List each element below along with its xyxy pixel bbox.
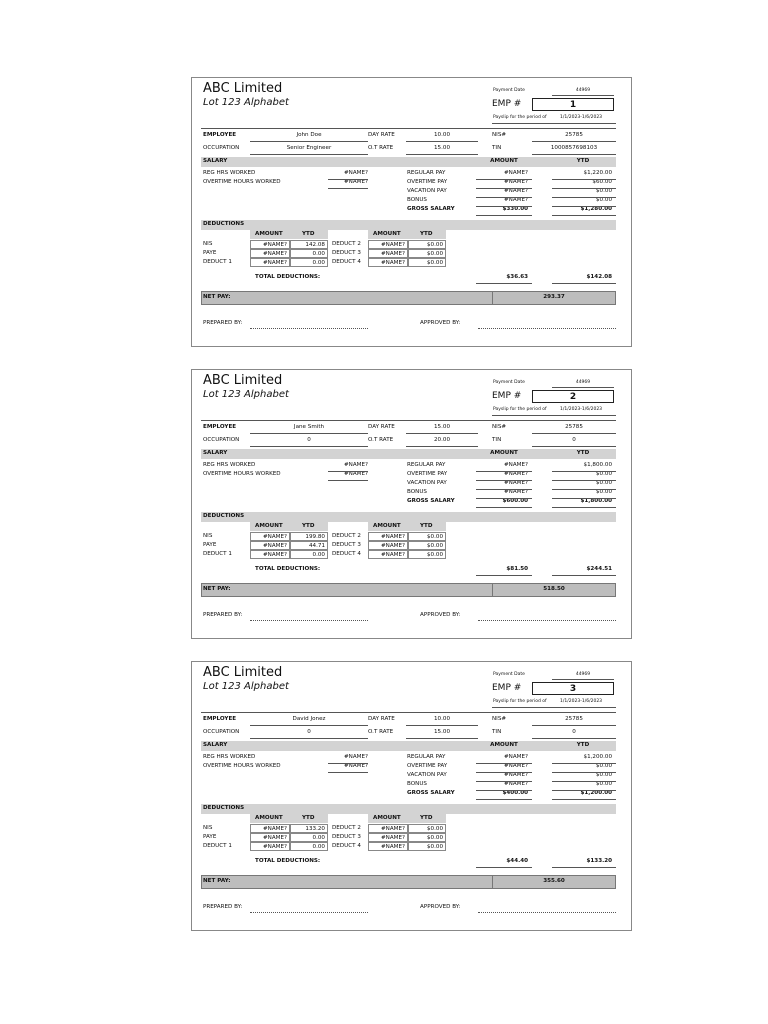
deduct1-ytd: 0.00 [290, 550, 328, 559]
occupation-value: 0 [307, 729, 311, 735]
tin-label: TIN [492, 437, 502, 443]
nis-deduction-label: NIS [203, 241, 213, 247]
prepared-by-label: PREPARED BY: [203, 612, 243, 618]
gross-salary-ytd: $1,800.00 [580, 498, 612, 504]
payment-date-value: 44969 [575, 88, 591, 93]
employee-label: EMPLOYEE [203, 424, 237, 430]
deductions-header: DEDUCTIONS [203, 805, 245, 811]
gross-salary-label: GROSS SALARY [407, 498, 455, 504]
ded-amount-header-2: AMOUNT [373, 231, 401, 237]
paye-deduction-amount: #NAME? [250, 833, 290, 842]
reg-hrs-label: REG HRS WORKED [203, 462, 256, 468]
deduct2-ytd: $0.00 [408, 240, 446, 249]
nis-number-label: NIS# [492, 132, 507, 138]
employee-name: John Doe [296, 132, 322, 138]
deduct4-ytd: $0.00 [408, 550, 446, 559]
total-deductions-amount: $44.40 [506, 858, 528, 864]
occupation-value: 0 [307, 437, 311, 443]
deduct1-ytd: 0.00 [290, 842, 328, 851]
ot-hrs-value: #NAME? [343, 179, 368, 185]
regular-pay-amount: #NAME? [503, 170, 528, 176]
nis-deduction-amount: #NAME? [250, 824, 290, 833]
deduct2-label: DEDUCT 2 [332, 241, 361, 247]
occupation-label: OCCUPATION [203, 437, 240, 443]
paye-deduction-label: PAYE [203, 542, 217, 548]
deduct2-ytd: $0.00 [408, 824, 446, 833]
ded-ytd-header-2: YTD [420, 815, 433, 821]
regular-pay-label: REGULAR PAY [407, 170, 446, 176]
salary-ytd-header: YTD [576, 742, 590, 748]
ot-rate-label: O.T RATE [368, 729, 394, 735]
vacation-pay-amount: #NAME? [503, 480, 528, 486]
payslip-period-value: 1/1/2023-1/6/2023 [560, 699, 603, 704]
day-rate-label: DAY RATE [368, 716, 395, 722]
nis-deduction-amount: #NAME? [250, 532, 290, 541]
approved-by-line [478, 619, 616, 621]
payslip-period-label: Payslip for the period of [493, 115, 547, 120]
ot-hrs-value: #NAME? [343, 471, 368, 477]
nis-deduction-ytd: 199.80 [290, 532, 328, 541]
vacation-pay-amount: #NAME? [503, 188, 528, 194]
nis-number-value: 25785 [565, 716, 583, 722]
day-rate-label: DAY RATE [368, 132, 395, 138]
prepared-by-line [250, 327, 368, 329]
deduct4-amount: #NAME? [368, 842, 408, 851]
deduct3-label: DEDUCT 3 [332, 542, 361, 548]
vacation-pay-ytd: $0.00 [595, 188, 612, 194]
deduct4-label: DEDUCT 4 [332, 843, 361, 849]
payslip-period-value: 1/1/2023-1/6/2023 [560, 115, 603, 120]
salary-amount-header: AMOUNT [490, 158, 518, 164]
net-pay-value: 293.37 [543, 294, 565, 300]
ded-amount-header-2: AMOUNT [373, 523, 401, 529]
deduct3-label: DEDUCT 3 [332, 834, 361, 840]
gross-salary-amount: $330.00 [502, 206, 528, 212]
total-deductions-label: TOTAL DEDUCTIONS: [255, 858, 321, 864]
overtime-pay-label: OVERTIME PAY [407, 763, 448, 769]
gross-salary-amount: $400.00 [502, 790, 528, 796]
paye-deduction-ytd: 0.00 [290, 249, 328, 258]
payment-date-label: Payment Date [493, 380, 525, 385]
bonus-amount: #NAME? [503, 489, 528, 495]
total-deductions-amount: $36.63 [506, 274, 528, 280]
ded-ytd-header-2: YTD [420, 231, 433, 237]
deduct2-amount: #NAME? [368, 240, 408, 249]
deduct4-ytd: $0.00 [408, 842, 446, 851]
overtime-pay-label: OVERTIME PAY [407, 179, 448, 185]
total-deductions-label: TOTAL DEDUCTIONS: [255, 566, 321, 572]
emp-number-label: EMP # [492, 99, 522, 109]
payslip-3 [191, 661, 632, 931]
deduct4-ytd: $0.00 [408, 258, 446, 267]
reg-hrs-value: #NAME? [343, 462, 368, 468]
bonus-ytd: $0.00 [595, 489, 612, 495]
payment-date-value: 44969 [575, 380, 591, 385]
salary-header: SALARY [203, 158, 228, 164]
nis-deduction-label: NIS [203, 533, 213, 539]
bonus-ytd: $0.00 [595, 781, 612, 787]
approved-by-line [478, 327, 616, 329]
nis-deduction-ytd: 142.08 [290, 240, 328, 249]
reg-hrs-value: #NAME? [343, 170, 368, 176]
emp-number-box: 2 [532, 390, 614, 403]
vacation-pay-amount: #NAME? [503, 772, 528, 778]
vacation-pay-ytd: $0.00 [595, 480, 612, 486]
payment-date-label: Payment Date [493, 88, 525, 93]
paye-deduction-amount: #NAME? [250, 541, 290, 550]
vacation-pay-ytd: $0.00 [595, 772, 612, 778]
ot-hrs-label: OVERTIME HOURS WORKED [203, 179, 281, 185]
regular-pay-ytd: $1,220.00 [583, 170, 612, 176]
regular-pay-label: REGULAR PAY [407, 754, 446, 760]
approved-by-label: APPROVED BY: [420, 612, 461, 618]
overtime-pay-amount: #NAME? [503, 763, 528, 769]
payment-date-label: Payment Date [493, 672, 525, 677]
approved-by-label: APPROVED BY: [420, 904, 461, 910]
nis-deduction-label: NIS [203, 825, 213, 831]
bonus-label: BONUS [407, 197, 427, 203]
total-deductions-ytd: $133.20 [586, 858, 612, 864]
total-deductions-ytd: $142.08 [586, 274, 612, 280]
deduct4-label: DEDUCT 4 [332, 551, 361, 557]
prepared-by-line [250, 619, 368, 621]
emp-number-box: 1 [532, 98, 614, 111]
paye-deduction-label: PAYE [203, 834, 217, 840]
ot-rate-label: O.T RATE [368, 437, 394, 443]
bonus-label: BONUS [407, 781, 427, 787]
net-pay-label: NET PAY: [203, 878, 231, 884]
regular-pay-ytd: $1,200.00 [583, 754, 612, 760]
deduct1-ytd: 0.00 [290, 258, 328, 267]
overtime-pay-amount: #NAME? [503, 471, 528, 477]
deduct2-amount: #NAME? [368, 824, 408, 833]
deduct4-amount: #NAME? [368, 258, 408, 267]
deduct1-label: DEDUCT 1 [203, 843, 232, 849]
bonus-amount: #NAME? [503, 781, 528, 787]
tin-value: 1000857698103 [550, 145, 598, 151]
deduct2-label: DEDUCT 2 [332, 533, 361, 539]
deduct3-ytd: $0.00 [408, 833, 446, 842]
day-rate-value: 10.00 [433, 716, 450, 722]
deduct3-ytd: $0.00 [408, 249, 446, 258]
payslip-period-label: Payslip for the period of [493, 407, 547, 412]
payslip-period-value: 1/1/2023-1/6/2023 [560, 407, 603, 412]
gross-salary-amount: $600.00 [502, 498, 528, 504]
day-rate-value: 15.00 [433, 424, 450, 430]
company-name: ABC Limited [203, 373, 283, 388]
reg-hrs-label: REG HRS WORKED [203, 170, 256, 176]
ded-amount-header: AMOUNT [255, 523, 283, 529]
total-deductions-amount: $81.50 [506, 566, 528, 572]
paye-deduction-ytd: 0.00 [290, 833, 328, 842]
deduct1-label: DEDUCT 1 [203, 551, 232, 557]
overtime-pay-ytd: $0.00 [595, 763, 612, 769]
ded-amount-header-2: AMOUNT [373, 815, 401, 821]
deduct4-amount: #NAME? [368, 550, 408, 559]
nis-deduction-amount: #NAME? [250, 240, 290, 249]
regular-pay-amount: #NAME? [503, 754, 528, 760]
deduct1-amount: #NAME? [250, 550, 290, 559]
employee-label: EMPLOYEE [203, 132, 237, 138]
nis-number-value: 25785 [565, 132, 583, 138]
ded-ytd-header-2: YTD [420, 523, 433, 529]
vacation-pay-label: VACATION PAY [407, 480, 447, 486]
salary-header: SALARY [203, 742, 228, 748]
ot-hrs-label: OVERTIME HOURS WORKED [203, 763, 281, 769]
employee-name: Jane Smith [293, 424, 325, 430]
prepared-by-label: PREPARED BY: [203, 320, 243, 326]
company-address: Lot 123 Alphabet [203, 97, 289, 108]
deduct3-amount: #NAME? [368, 249, 408, 258]
net-pay-value: 355.60 [543, 878, 565, 884]
deduct3-ytd: $0.00 [408, 541, 446, 550]
regular-pay-amount: #NAME? [503, 462, 528, 468]
ot-rate-label: O.T RATE [368, 145, 394, 151]
payslip-1 [191, 77, 632, 347]
paye-deduction-ytd: 44.71 [290, 541, 328, 550]
salary-header: SALARY [203, 450, 228, 456]
tin-label: TIN [492, 729, 502, 735]
company-address: Lot 123 Alphabet [203, 681, 289, 692]
emp-number-label: EMP # [492, 683, 522, 693]
emp-number-box: 3 [532, 682, 614, 695]
salary-amount-header: AMOUNT [490, 742, 518, 748]
deductions-header: DEDUCTIONS [203, 221, 245, 227]
deduct3-amount: #NAME? [368, 541, 408, 550]
occupation-label: OCCUPATION [203, 729, 240, 735]
regular-pay-ytd: $1,800.00 [583, 462, 612, 468]
gross-salary-ytd: $1,200.00 [580, 790, 612, 796]
reg-hrs-label: REG HRS WORKED [203, 754, 256, 760]
prepared-by-line [250, 911, 368, 913]
overtime-pay-ytd: $0.00 [595, 471, 612, 477]
nis-number-label: NIS# [492, 424, 507, 430]
reg-hrs-value: #NAME? [343, 754, 368, 760]
tin-value: 0 [572, 729, 576, 735]
deduct2-label: DEDUCT 2 [332, 825, 361, 831]
overtime-pay-amount: #NAME? [503, 179, 528, 185]
paye-deduction-amount: #NAME? [250, 249, 290, 258]
net-pay-value: 518.50 [543, 586, 565, 592]
nis-number-label: NIS# [492, 716, 507, 722]
emp-number-label: EMP # [492, 391, 522, 401]
salary-amount-header: AMOUNT [490, 450, 518, 456]
paye-deduction-label: PAYE [203, 250, 217, 256]
tin-label: TIN [492, 145, 502, 151]
net-pay-label: NET PAY: [203, 586, 231, 592]
deduct2-ytd: $0.00 [408, 532, 446, 541]
ded-amount-header: AMOUNT [255, 815, 283, 821]
occupation-label: OCCUPATION [203, 145, 240, 151]
payment-date-value: 44969 [575, 672, 591, 677]
employee-label: EMPLOYEE [203, 716, 237, 722]
company-name: ABC Limited [203, 665, 283, 680]
payslip-period-label: Payslip for the period of [493, 699, 547, 704]
deductions-header: DEDUCTIONS [203, 513, 245, 519]
net-pay-label: NET PAY: [203, 294, 231, 300]
payslip-2 [191, 369, 632, 639]
tin-value: 0 [572, 437, 576, 443]
regular-pay-label: REGULAR PAY [407, 462, 446, 468]
vacation-pay-label: VACATION PAY [407, 772, 447, 778]
gross-salary-label: GROSS SALARY [407, 206, 455, 212]
overtime-pay-label: OVERTIME PAY [407, 471, 448, 477]
employee-name: David Jonez [292, 716, 326, 722]
day-rate-value: 10.00 [433, 132, 450, 138]
deduct1-amount: #NAME? [250, 258, 290, 267]
deduct3-label: DEDUCT 3 [332, 250, 361, 256]
ded-amount-header: AMOUNT [255, 231, 283, 237]
prepared-by-label: PREPARED BY: [203, 904, 243, 910]
deduct4-label: DEDUCT 4 [332, 259, 361, 265]
ot-hrs-label: OVERTIME HOURS WORKED [203, 471, 281, 477]
salary-ytd-header: YTD [576, 158, 590, 164]
deduct2-amount: #NAME? [368, 532, 408, 541]
ded-ytd-header: YTD [302, 523, 315, 529]
ded-ytd-header: YTD [302, 231, 315, 237]
approved-by-label: APPROVED BY: [420, 320, 461, 326]
ot-rate-value: 20.00 [433, 437, 450, 443]
ot-rate-value: 15.00 [433, 729, 450, 735]
day-rate-label: DAY RATE [368, 424, 395, 430]
company-name: ABC Limited [203, 81, 283, 96]
vacation-pay-label: VACATION PAY [407, 188, 447, 194]
nis-number-value: 25785 [565, 424, 583, 430]
bonus-amount: #NAME? [503, 197, 528, 203]
deduct1-label: DEDUCT 1 [203, 259, 232, 265]
total-deductions-ytd: $244.51 [586, 566, 612, 572]
salary-ytd-header: YTD [576, 450, 590, 456]
ot-rate-value: 15.00 [433, 145, 450, 151]
bonus-ytd: $0.00 [595, 197, 612, 203]
company-address: Lot 123 Alphabet [203, 389, 289, 400]
overtime-pay-ytd: $60.00 [592, 179, 612, 185]
gross-salary-label: GROSS SALARY [407, 790, 455, 796]
deduct1-amount: #NAME? [250, 842, 290, 851]
ded-ytd-header: YTD [302, 815, 315, 821]
gross-salary-ytd: $1,280.00 [580, 206, 612, 212]
occupation-value: Senior Engineer [286, 145, 332, 151]
ot-hrs-value: #NAME? [343, 763, 368, 769]
deduct3-amount: #NAME? [368, 833, 408, 842]
total-deductions-label: TOTAL DEDUCTIONS: [255, 274, 321, 280]
nis-deduction-ytd: 133.20 [290, 824, 328, 833]
bonus-label: BONUS [407, 489, 427, 495]
approved-by-line [478, 911, 616, 913]
